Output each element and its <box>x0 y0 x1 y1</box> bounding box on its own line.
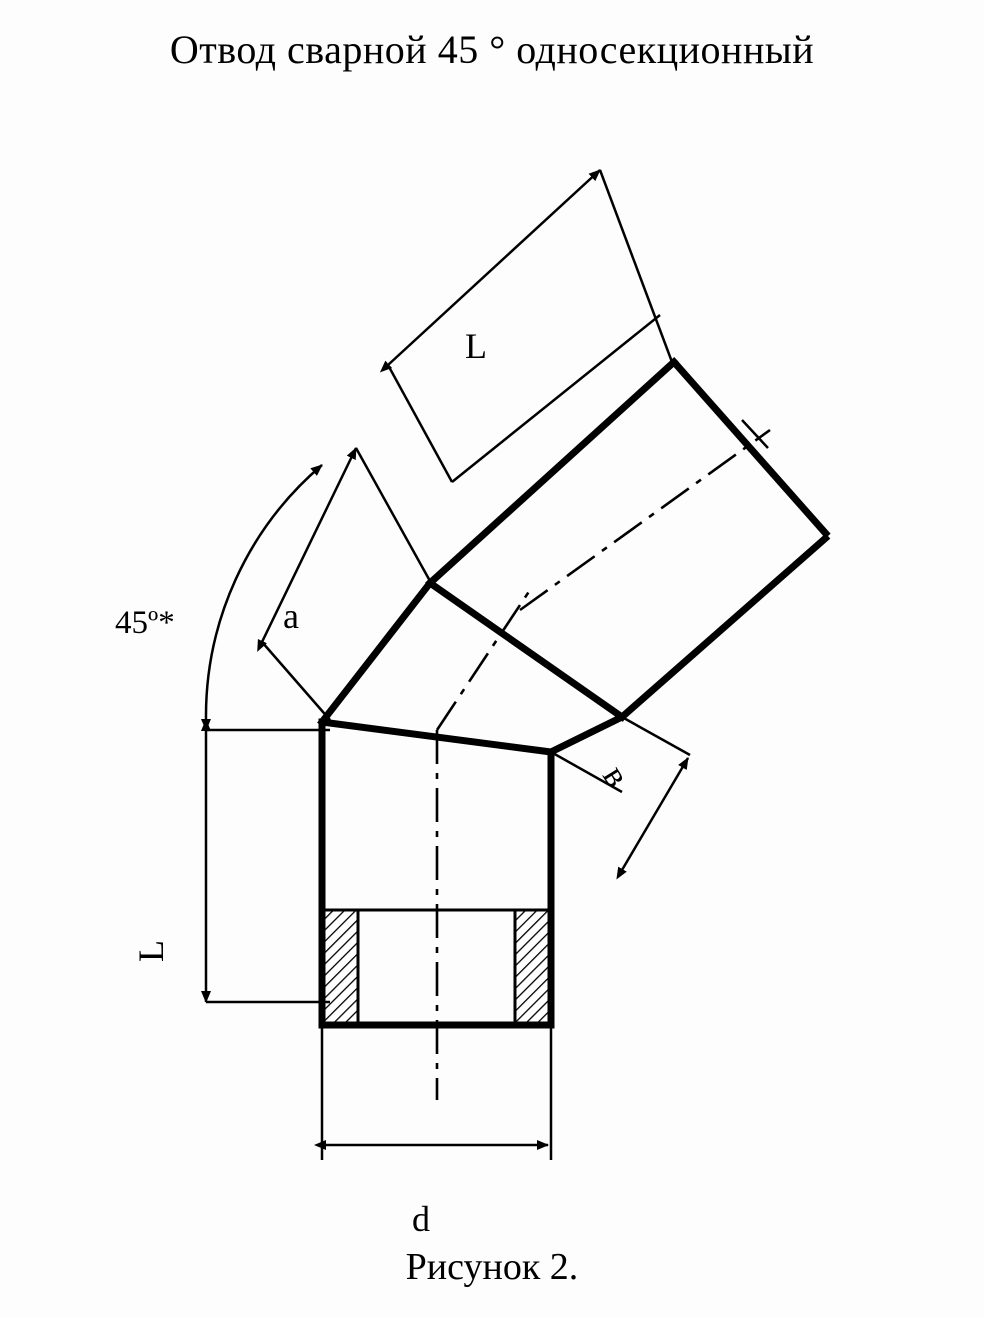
label-length-bottom: L <box>131 940 171 962</box>
page-title: Отвод сварной 45 ° односекционный <box>169 27 815 72</box>
label-dimension-a: a <box>283 596 299 636</box>
label-diameter: d <box>412 1199 430 1239</box>
upper-inclined-section <box>622 362 828 717</box>
label-angle: 45º* <box>115 605 175 641</box>
label-dimension-b: в <box>595 758 638 794</box>
pipe-outline <box>322 362 674 1025</box>
elbow-technical-drawing <box>0 100 984 1239</box>
label-length-top: L <box>465 326 487 366</box>
dimension-a <box>262 448 430 720</box>
angle-arc-dimension <box>206 465 322 720</box>
figure-caption: Рисунок 2. <box>405 1246 579 1288</box>
dimension-L-top <box>388 170 672 482</box>
drawing-canvas <box>0 100 984 1230</box>
dimension-L-bottom <box>206 730 330 1002</box>
